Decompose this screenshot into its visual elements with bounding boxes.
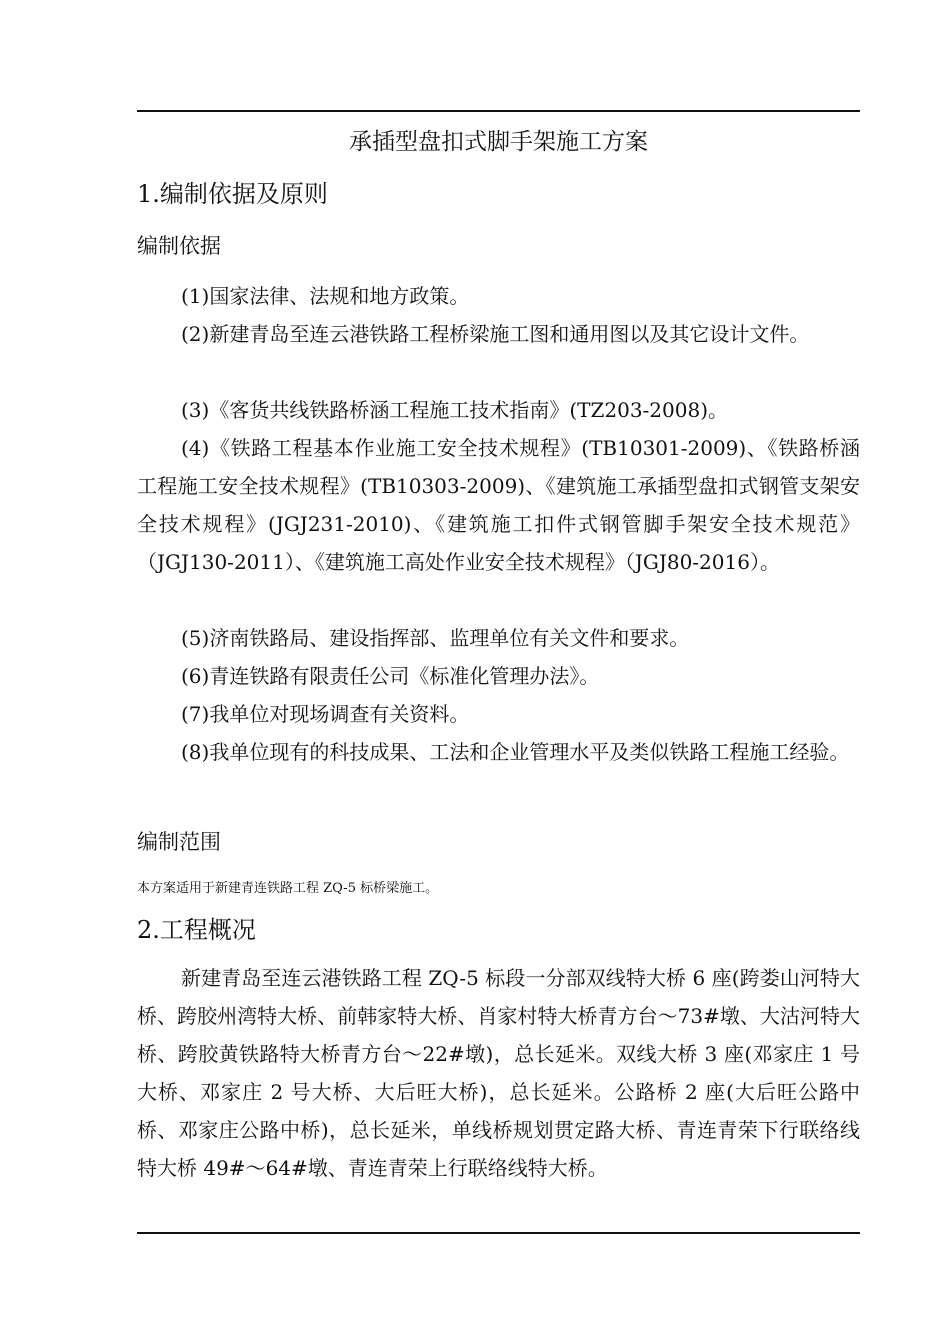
- basis-item-4: (4)《铁路工程基本作业施工安全技术规程》(TB10301-2009)、《铁路桥涵工程施工安全技术规程》(TB10303-2009)、《建筑施工承插型盘扣式钢管支架安全技术规程》(JGJ231-2010)、《建筑施工扣件式钢管脚手架安全技术规范》（JGJ130-2011）、《建筑施工高处作业安全技术规程》（JGJ80-2016）。: [137, 436, 860, 574]
- section-heading-2: 2.工程概况: [137, 916, 256, 944]
- basis-item-5: (5)济南铁路局、建设指挥部、监理单位有关文件和要求。: [181, 626, 690, 650]
- project-overview-paragraph: 新建青岛至连云港铁路工程 ZQ-5 标段一分部双线特大桥 6 座(跨娄山河特大桥、跨胶州湾特大桥、前韩家特大桥、肖家村特大桥青方台～73#墩、大沽河特大桥、跨胶黄铁路特大桥青方台～22#墩)，总长延米。双线大桥 3 座(邓家庄 1 号大桥、邓家庄 2 号大桥、大后旺大桥)，总长延米。公路桥 2 座(大后旺公路中桥、邓家庄公路中桥)，总长延米，单线桥规划贯定路大桥、青连青荣下行联络线特大桥 49#～64#墩、青连青荣上行联络线特大桥。: [137, 966, 860, 1180]
- basis-item-3: (3)《客货共线铁路桥涵工程施工技术指南》(TZ203-2008)。: [181, 398, 729, 422]
- header-rule: [137, 110, 860, 112]
- section-heading-1: 1.编制依据及原则: [137, 180, 328, 208]
- document-title: 承插型盘扣式脚手架施工方案: [349, 129, 648, 155]
- footer-rule: [137, 1232, 860, 1234]
- subheading-scope: 编制范围: [137, 830, 221, 854]
- basis-item-1: (1)国家法律、法规和地方政策。: [181, 284, 470, 308]
- basis-item-2: (2)新建青岛至连云港铁路工程桥梁施工图和通用图以及其它设计文件。: [181, 322, 810, 346]
- basis-item-7: (7)我单位对现场调查有关资料。: [181, 702, 470, 726]
- subheading-basis: 编制依据: [137, 234, 221, 258]
- scope-text: 本方案适用于新建青连铁路工程 ZQ-5 标桥梁施工。: [137, 881, 439, 896]
- basis-item-8: (8)我单位现有的科技成果、工法和企业管理水平及类似铁路工程施工经验。: [181, 740, 850, 764]
- basis-item-6: (6)青连铁路有限责任公司《标准化管理办法》。: [181, 664, 600, 688]
